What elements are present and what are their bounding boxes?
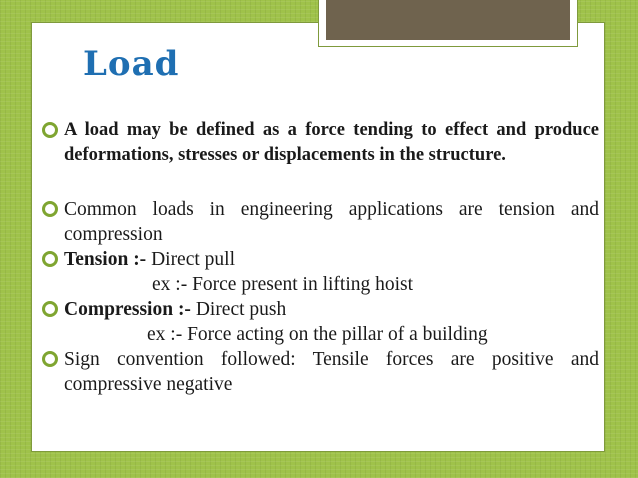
example-compression: ex :- Force acting on the pillar of a building (147, 324, 488, 345)
term-compression: Compression :- (64, 299, 191, 320)
slide-title: Load (83, 44, 180, 84)
bullet-item-sign-convention (42, 347, 599, 397)
bullet-ring-icon (42, 351, 58, 367)
bullet-text: A load may be defined as a force tending to effect and produce deformations, stresses or displacements in the structure. (64, 120, 599, 165)
bullet-ring-icon (42, 301, 58, 317)
bullet-ring-icon (42, 251, 58, 267)
bullet-item-common-loads (42, 197, 599, 247)
bullet-text: Sign convention followed: Tensile forces are positive and compressive negative (64, 349, 599, 395)
bullet-text: Common loads in engineering applications are tension and compression (64, 199, 599, 245)
bullet-list (42, 118, 599, 397)
bullet-text: Direct push (190, 299, 287, 320)
top-tab-frame (318, 0, 578, 47)
bullet-item-compression (42, 297, 599, 347)
example-tension: ex :- Force present in lifting hoist (152, 274, 414, 295)
bullet-item-tension (42, 247, 599, 297)
bullet-ring-icon (42, 122, 58, 138)
term-tension: Tension :- (64, 249, 147, 270)
spacer (42, 168, 599, 197)
bullet-text: Direct pull (146, 249, 235, 270)
top-tab-decoration (326, 0, 570, 40)
bullet-item-definition (42, 118, 599, 168)
bullet-ring-icon (42, 201, 58, 217)
